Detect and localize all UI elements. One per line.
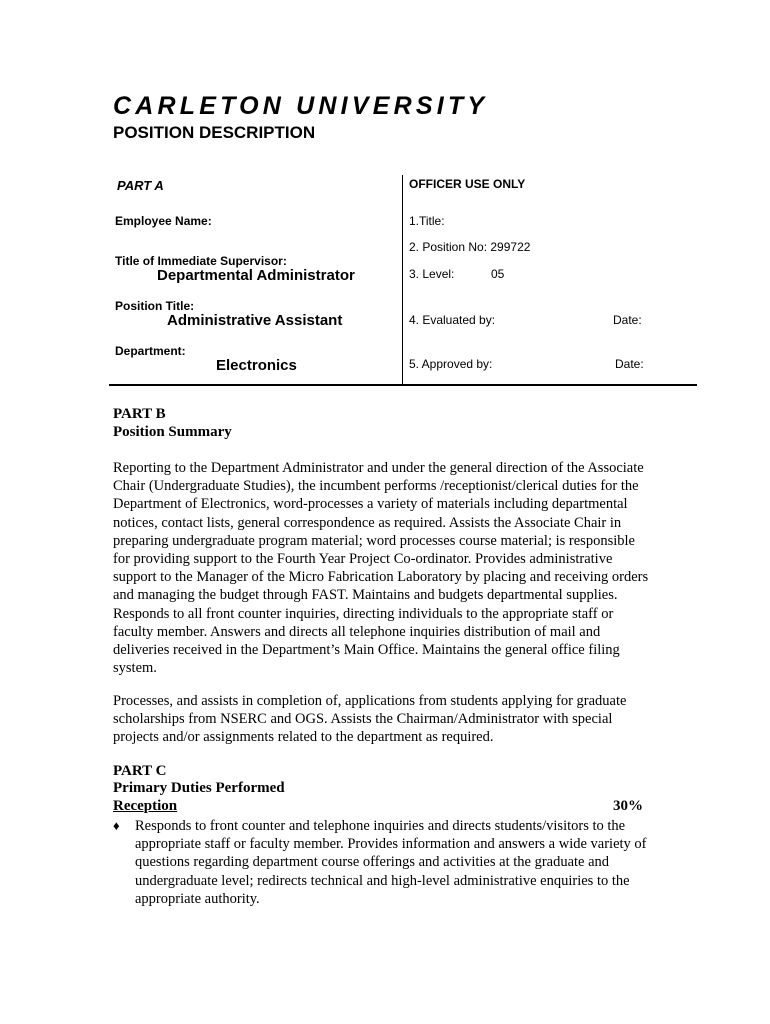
- officer-level-label: 3. Level:: [409, 267, 455, 281]
- duty-bullet-text: Responds to front counter and telephone inquiries and directs students/visitors to the appropriate staff or faculty member. Provides information and answers a wide variety of questions regarding department course offerings and activities at the graduate and undergraduate level; redirects technical and high-level administrative enquiries to the appropriate authority.: [135, 818, 647, 907]
- department-label: Department:: [115, 344, 186, 358]
- duty-header: [113, 798, 643, 816]
- officer-evaluated-date: Date:: [613, 313, 642, 327]
- part-c-heading: PART C: [113, 763, 167, 779]
- officer-title-label: 1.Title:: [409, 214, 445, 228]
- position-summary-heading: Position Summary: [113, 424, 232, 440]
- officer-approved-date: Date:: [615, 357, 644, 371]
- officer-approved-label: 5. Approved by:: [409, 357, 493, 371]
- supervisor-value: Departmental Administrator: [157, 267, 355, 284]
- supervisor-label: Title of Immediate Supervisor:: [115, 254, 287, 268]
- department-value: Electronics: [216, 357, 297, 374]
- part-b-heading: PART B: [113, 406, 166, 422]
- officer-use-heading: OFFICER USE ONLY: [409, 177, 526, 191]
- part-a-heading: PART A: [117, 178, 164, 193]
- employee-name-label: Employee Name:: [115, 214, 212, 228]
- university-name: CARLETON UNIVERSITY: [113, 92, 489, 120]
- position-title-value: Administrative Assistant: [167, 312, 343, 329]
- form-divider-horizontal: [109, 384, 697, 386]
- officer-evaluated-label: 4. Evaluated by:: [409, 313, 496, 327]
- position-title-label: Position Title:: [115, 299, 195, 313]
- officer-level-value: 05: [491, 267, 505, 281]
- diamond-bullet-icon: ♦: [113, 818, 120, 833]
- document-subtitle: POSITION DESCRIPTION: [113, 123, 316, 142]
- primary-duties-heading: Primary Duties Performed: [113, 780, 285, 796]
- summary-paragraph-2: Processes, and assists in completion of, applications from students applying for graduate scholarships from NSERC and OGS. Assists the Chairman/Administrator with special projects and/or assignments related to the department as required.: [113, 693, 627, 746]
- duty-title: Reception: [113, 798, 178, 814]
- summary-paragraph-1: Reporting to the Department Administrator and under the general direction of the Associate Chair (Undergraduate Studies), the incumbent performs /receptionist/clerical duties for the Department of Electronics, word-processes a variety of materials including departmental notices, contact lists, general correspondence as required. Assists the Associate Chair in preparing undergraduate program material; word processes course material; is responsible for providing support to the Fourth Year Project Co-ordinator. Provides administrative support to the Manager of the Micro Fabrication Laboratory by placing and receiving orders and managing the budget through FAST. Maintains and budgets departmental supplies. Responds to all front counter inquiries, directing individuals to the appropriate staff or faculty member. Answers and directs all telephone inquiries distribution of mail and deliveries received in the Department’s Main Office. Maintains the general office filing system.: [113, 460, 649, 677]
- form-divider-vertical: [402, 175, 403, 385]
- duty-percent: 30%: [613, 798, 643, 814]
- officer-position-no: 2. Position No: 299722: [409, 240, 531, 254]
